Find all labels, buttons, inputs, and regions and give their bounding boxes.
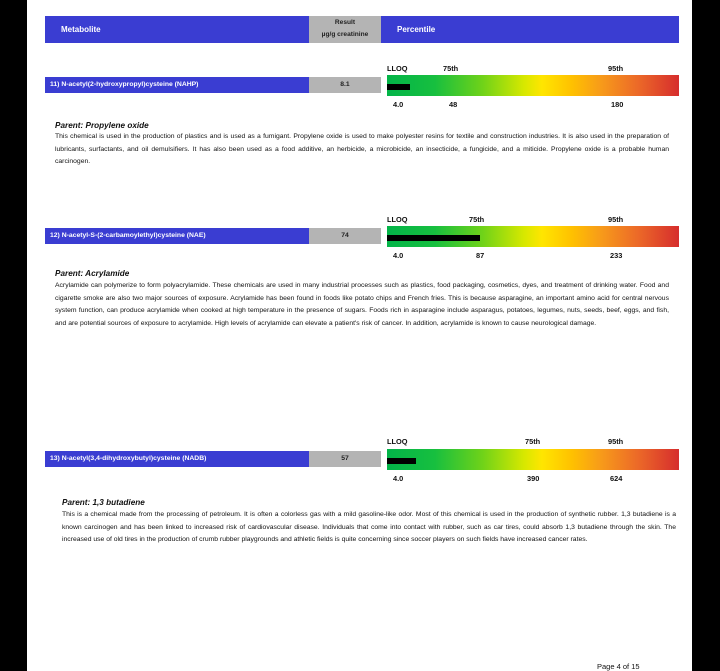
percentile-header — [381, 16, 679, 43]
metabolite-name: 13) N-acetyl(3,4-dihydroxybutyl)cysteine (NADB) — [45, 451, 309, 467]
result-value: 57 — [309, 451, 381, 467]
lloq-label: LLOQ — [387, 64, 408, 73]
description: This is a chemical made from the processing of petroleum. It is often a colorless gas with a mild gasoline-like odor. Most of this chemical is used in the production of synthetic rubber. 1,3 butadiene is a known carcinogen and has been linked to increased risk of cardiovascular disease. Individuals that come into contact with rubber, such as car tires, could absorb 1,3 butadiene through the skin. The increased use of old tires in the production of crumb rubber playgrounds and athletic fields is quite concerning since soccer players on such fields have increased cancer rates. — [62, 511, 676, 543]
report-page — [27, 0, 692, 671]
lloq-value: 4.0 — [393, 100, 404, 109]
description: Acrylamide can polymerize to form polyacrylamide. These chemicals are used in many industrial processes such as plastics, food packaging, cosmetics, dyes, and treatment of drinking water. Food and cigarette smoke are also two major sources of exposure. Acrylamide has been found in foods like potato chips and French fries. This is because asparagine, an important amino acid for central nervous system function, can produce acrylamide when cooked at high temperature in the presence of sugars. Foods rich in asparagine include asparagus, potatoes, legumes, nuts, seeds, beef, eggs, and fish, and are potential sources of exposure to acrylamide. High levels of acrylamide can elevate a patient's risk of cancer. In addition, acrylamide is known to cause neurological damage. — [55, 282, 669, 327]
result-header-line2: µg/g creatinine — [321, 31, 369, 38]
lloq-label: LLOQ — [387, 215, 408, 224]
result-value: 74 — [309, 228, 381, 244]
result-header-line1: Result — [334, 19, 356, 26]
parent-compound: Parent: Propylene oxide — [55, 121, 149, 130]
metabolite-name: 11) N-acetyl(2-hydroxypropyl)cysteine (NAHP) — [45, 77, 309, 93]
p75-label: 75th — [443, 64, 459, 73]
percentile-header-label: Percentile — [397, 25, 436, 34]
parent-compound: Parent: 1,3 butadiene — [62, 498, 145, 507]
p95-value: 233 — [610, 251, 623, 260]
p95-label: 95th — [608, 437, 624, 446]
lloq-value: 4.0 — [393, 251, 404, 260]
lloq-label: LLOQ — [387, 437, 408, 446]
result-bar — [387, 235, 480, 241]
result-bar — [387, 84, 410, 90]
p75-value: 48 — [449, 100, 458, 109]
metabolite-name: 12) N-acetyl-S-(2-carbamoylethyl)cysteine (NAE) — [45, 228, 309, 244]
p75-value: 390 — [527, 474, 540, 483]
p95-value: 180 — [611, 100, 624, 109]
description: This chemical is used in the production of plastics and is used as a fumigant. Propylene oxide is used to make polyester resins for textile and construction industries. It is also used in the preparation of lubricants, surfactants, and oil demulsifiers. It has also been used as a food additive, an herbicide, a microbicide, an insecticide, a fungicide, and a miticide. Propylene oxide is a probable human carcinogen. — [55, 133, 669, 165]
p75-value: 87 — [476, 251, 485, 260]
metabolite-header — [45, 16, 309, 43]
result-value: 8.1 — [309, 77, 381, 93]
metabolite-header-label: Metabolite — [61, 25, 101, 34]
p95-label: 95th — [608, 64, 624, 73]
parent-compound: Parent: Acrylamide — [55, 269, 130, 278]
percentile-scale — [381, 75, 679, 96]
lloq-value: 4.0 — [393, 474, 404, 483]
page-number: Page 4 of 15 — [597, 662, 640, 671]
p95-label: 95th — [608, 215, 624, 224]
percentile-scale — [381, 449, 679, 470]
result-header — [309, 16, 381, 43]
p75-label: 75th — [525, 437, 541, 446]
result-bar — [387, 458, 416, 464]
p95-value: 624 — [610, 474, 623, 483]
p75-label: 75th — [469, 215, 485, 224]
